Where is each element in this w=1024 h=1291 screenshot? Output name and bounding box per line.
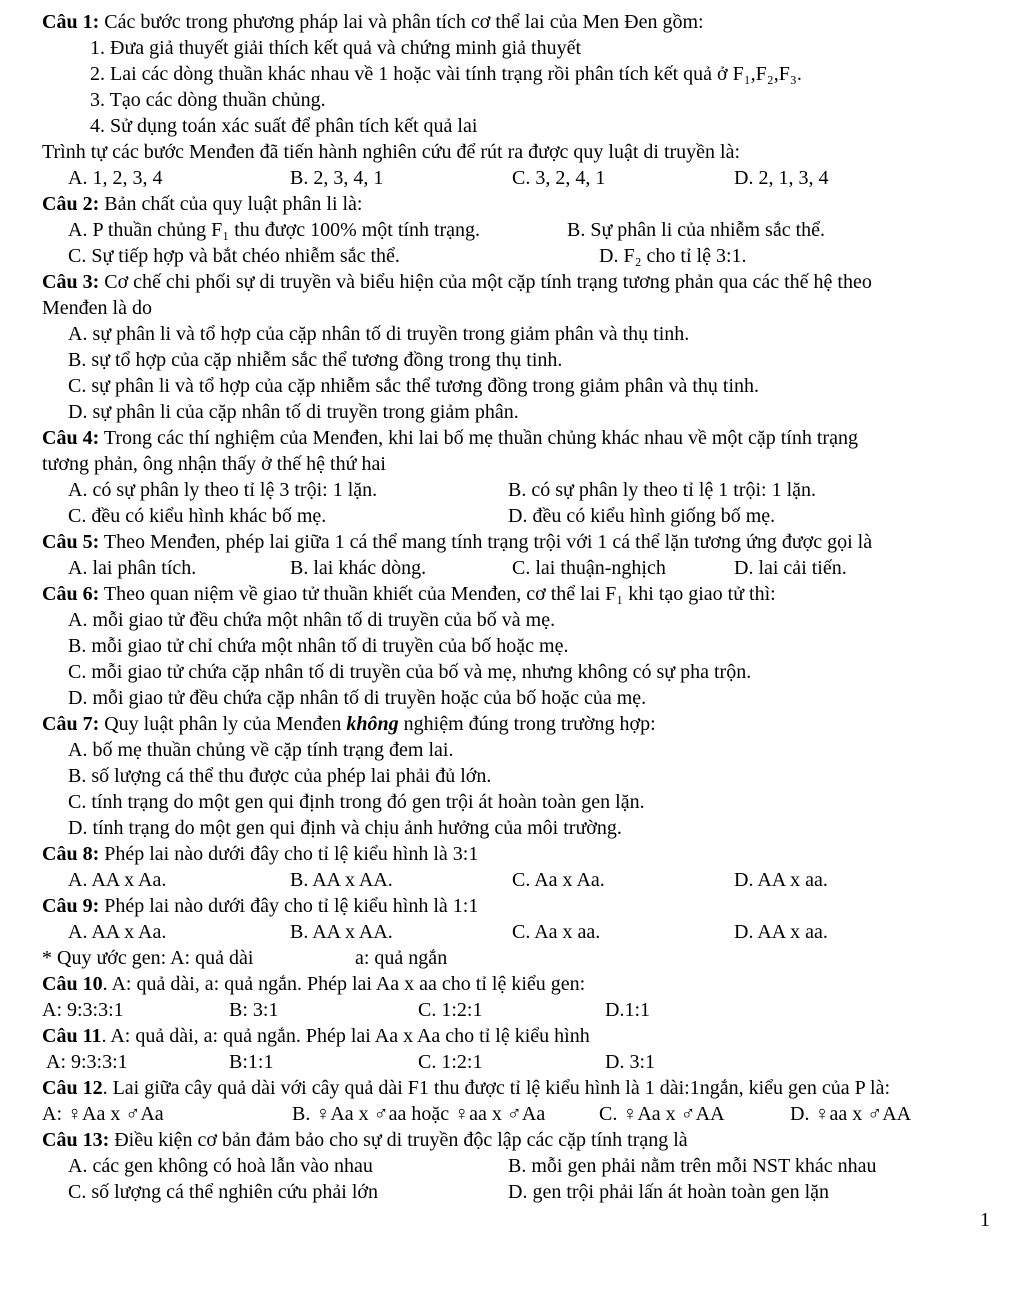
question-text: Phép lai nào dưới đây cho tỉ lệ kiểu hình là 3:1 xyxy=(99,843,479,865)
option-a: A. bố mẹ thuần chủng về cặp tính trạng đem lai. xyxy=(68,739,454,761)
option-b: B. ♀Aa x ♂aa hoặc ♀aa x ♂Aa xyxy=(292,1103,546,1125)
question-10 xyxy=(42,971,1002,997)
option-b: B. mỗi gen phải nằm trên mỗi NST khác nhau xyxy=(508,1155,877,1177)
question-text: Điều kiện cơ bản đảm bảo cho sự di truyền độc lập các cặp tính trạng là xyxy=(109,1129,688,1151)
question-number: Câu 7: xyxy=(42,713,100,735)
option-b: B. AA x AA. xyxy=(290,869,393,891)
option-a: A. có sự phân ly theo tỉ lệ 3 trội: 1 lặn. xyxy=(68,479,378,501)
option-b: B:1:1 xyxy=(229,1051,274,1073)
option-a: A: 9:3:3:1 xyxy=(42,999,124,1021)
q1-stem: Trình tự các bước Menđen đã tiến hành nghiên cứu để rút ra được quy luật di truyền là: xyxy=(42,141,741,163)
option-c: C. đều có kiểu hình khác bố mẹ. xyxy=(68,505,327,527)
option-a: A. AA x Aa. xyxy=(68,869,167,891)
question-text: Các bước trong phương pháp lai và phân tích cơ thể lai của Men Đen gồm: xyxy=(99,11,704,33)
question-number: Câu 12 xyxy=(42,1077,103,1099)
q4-options-row-1 xyxy=(42,477,1002,503)
question-6 xyxy=(42,581,1002,607)
option-a: A. các gen không có hoà lẫn vào nhau xyxy=(68,1155,373,1177)
q3-text-cont: Menđen là do xyxy=(42,297,152,319)
question-number: Câu 1: xyxy=(42,11,100,33)
gene-convention xyxy=(42,945,1002,971)
option-c: C. tính trạng do một gen qui định trong đó gen trội át hoàn toàn gen lặn. xyxy=(68,791,645,813)
question-text: Cơ chế chi phối sự di truyền và biểu hiện của một cặp tính trạng tương phản qua các thế hệ theo xyxy=(99,271,872,293)
question-1 xyxy=(42,9,1002,35)
question-number: Câu 2: xyxy=(42,193,100,215)
option-d: D. 2, 1, 3, 4 xyxy=(734,167,829,189)
option-b: B. có sự phân ly theo tỉ lệ 1 trội: 1 lặn. xyxy=(508,479,817,501)
option-b: B. số lượng cá thể thu được của phép lai phải đủ lớn. xyxy=(68,765,492,787)
question-number: Câu 10 xyxy=(42,973,103,995)
q1-step-3: 3. Tạo các dòng thuần chủng. xyxy=(90,89,326,111)
option-b: B. AA x AA. xyxy=(290,921,393,943)
q5-options xyxy=(42,555,1002,581)
question-text: Trong các thí nghiệm của Menđen, khi lai bố mẹ thuần chủng khác nhau về một cặp tính trạng xyxy=(99,427,858,449)
question-7 xyxy=(42,711,1002,737)
option-c: C. 1:2:1 xyxy=(418,1051,483,1073)
option-a: A. 1, 2, 3, 4 xyxy=(68,167,163,189)
emphasis-word: không xyxy=(346,713,399,735)
question-3 xyxy=(42,269,1002,295)
option-d: D. 3:1 xyxy=(605,1051,655,1073)
q1-step-1: 1. Đưa giả thuyết giải thích kết quả và chứng minh giả thuyết xyxy=(90,37,582,59)
option-a: A: ♀Aa x ♂Aa xyxy=(42,1103,164,1125)
option-a: A. lai phân tích. xyxy=(68,557,197,579)
convention-dominant: * Quy ước gen: A: quả dài xyxy=(42,947,254,969)
q11-options xyxy=(42,1049,1002,1075)
q2-options-row-1 xyxy=(42,217,1002,243)
option-b: B. Sự phân li của nhiễm sắc thể. xyxy=(567,219,826,241)
option-c: C. 1:2:1 xyxy=(418,999,483,1021)
question-number: Câu 11 xyxy=(42,1025,102,1047)
question-text: Theo Menđen, phép lai giữa 1 cá thể mang tính trạng trội với 1 cá thể lặn tương ứng được gọi là xyxy=(99,531,873,553)
option-c: C. số lượng cá thể nghiên cứu phải lớn xyxy=(68,1181,378,1203)
question-text: Quy luật phân ly của Menđen xyxy=(99,713,347,735)
option-d: D. gen trội phải lấn át hoàn toàn gen lặn xyxy=(508,1181,830,1203)
q13-options-row-2 xyxy=(42,1179,1002,1205)
question-8 xyxy=(42,841,1002,867)
q1-step-2: 2. Lai các dòng thuần khác nhau về 1 hoặc vài tính trạng rồi phân tích kết quả ở F₁,F₂,F₃. xyxy=(90,63,802,85)
option-a: A. mỗi giao tử đều chứa một nhân tố di truyền của bố và mẹ. xyxy=(68,609,556,631)
option-c: C. mỗi giao tử chứa cặp nhân tố di truyền của bố và mẹ, nhưng không có sự pha trộn. xyxy=(68,661,752,683)
question-text: Theo quan niệm về giao tử thuần khiết của Menđen, cơ thể lai F₁ khi tạo giao tử thì: xyxy=(99,583,776,605)
option-a: A: 9:3:3:1 xyxy=(46,1051,128,1073)
q1-step-4: 4. Sử dụng toán xác suất để phân tích kết quả lai xyxy=(90,115,478,137)
q4-options-row-2 xyxy=(42,503,1002,529)
option-c: C. lai thuận-nghịch xyxy=(512,557,666,579)
convention-recessive: a: quả ngắn xyxy=(355,947,448,969)
option-a: A. AA x Aa. xyxy=(68,921,167,943)
question-text: . Lai giữa cây quả dài với cây quả dài F1 thu được tỉ lệ kiểu hình là 1 dài:1ngắn, kiểu gen của P là: xyxy=(102,1077,891,1099)
option-b: B: 3:1 xyxy=(229,999,279,1021)
page-number: 1 xyxy=(980,1209,990,1231)
q9-options xyxy=(42,919,1002,945)
option-d: D.1:1 xyxy=(605,999,650,1021)
option-d: D. AA x aa. xyxy=(734,869,828,891)
option-d: D. mỗi giao tử đều chứa cặp nhân tố di truyền hoặc của bố hoặc của mẹ. xyxy=(68,687,647,709)
question-12 xyxy=(42,1075,1002,1101)
q12-options xyxy=(42,1101,1002,1127)
question-text: . A: quả dài, a: quả ngắn. Phép lai Aa x aa cho tỉ lệ kiểu gen: xyxy=(102,973,586,995)
question-number: Câu 13: xyxy=(42,1129,110,1151)
question-2 xyxy=(42,191,1002,217)
question-number: Câu 8: xyxy=(42,843,100,865)
option-d: D. tính trạng do một gen qui định và chịu ảnh hưởng của môi trường. xyxy=(68,817,622,839)
option-b: B. 2, 3, 4, 1 xyxy=(290,167,384,189)
option-a: A. sự phân li và tổ hợp của cặp nhân tố di truyền trong giảm phân và thụ tinh. xyxy=(68,323,690,345)
q1-options xyxy=(42,165,1002,191)
option-c: C. Sự tiếp hợp và bắt chéo nhiễm sắc thể. xyxy=(68,245,400,267)
q2-options-row-2 xyxy=(42,243,1002,269)
question-number: Câu 4: xyxy=(42,427,100,449)
question-number: Câu 6: xyxy=(42,583,100,605)
q13-options-row-1 xyxy=(42,1153,1002,1179)
worksheet xyxy=(42,9,1002,1205)
q4-text-cont: tương phản, ông nhận thấy ở thế hệ thứ hai xyxy=(42,453,386,475)
option-d: D. ♀aa x ♂AA xyxy=(790,1103,912,1125)
question-number: Câu 9: xyxy=(42,895,100,917)
q10-options xyxy=(42,997,1002,1023)
question-4 xyxy=(42,425,1002,451)
question-11 xyxy=(42,1023,1002,1049)
question-5 xyxy=(42,529,1002,555)
option-b: B. mỗi giao tử chỉ chứa một nhân tố di truyền của bố hoặc mẹ. xyxy=(68,635,569,657)
question-number: Câu 5: xyxy=(42,531,100,553)
option-c: C. ♀Aa x ♂AA xyxy=(599,1103,725,1125)
question-text: Bản chất của quy luật phân li là: xyxy=(99,193,363,215)
question-text-end: nghiệm đúng trong trường hợp: xyxy=(398,713,656,735)
option-c: C. 3, 2, 4, 1 xyxy=(512,167,606,189)
option-c: C. Aa x Aa. xyxy=(512,869,605,891)
option-b: B. sự tổ hợp của cặp nhiễm sắc thể tương đồng trong thụ tinh. xyxy=(68,349,563,371)
option-d: D. sự phân li của cặp nhân tố di truyền trong giảm phân. xyxy=(68,401,519,423)
option-b: B. lai khác dòng. xyxy=(290,557,427,579)
question-text: . A: quả dài, a: quả ngắn. Phép lai Aa x Aa cho tỉ lệ kiểu hình xyxy=(101,1025,590,1047)
question-9 xyxy=(42,893,1002,919)
option-d: D. lai cải tiến. xyxy=(734,557,847,579)
option-c: C. sự phân li và tổ hợp của cặp nhiễm sắc thể tương đồng trong giảm phân và thụ tinh. xyxy=(68,375,760,397)
question-13 xyxy=(42,1127,1002,1153)
option-d: D. F₂ cho tỉ lệ 3:1. xyxy=(599,245,747,267)
option-d: D. đều có kiểu hình giống bố mẹ. xyxy=(508,505,776,527)
option-a: A. P thuần chủng F₁ thu được 100% một tính trạng. xyxy=(68,219,481,241)
option-d: D. AA x aa. xyxy=(734,921,828,943)
q8-options xyxy=(42,867,1002,893)
question-text: Phép lai nào dưới đây cho tỉ lệ kiểu hình là 1:1 xyxy=(99,895,479,917)
question-number: Câu 3: xyxy=(42,271,100,293)
option-c: C. Aa x aa. xyxy=(512,921,601,943)
